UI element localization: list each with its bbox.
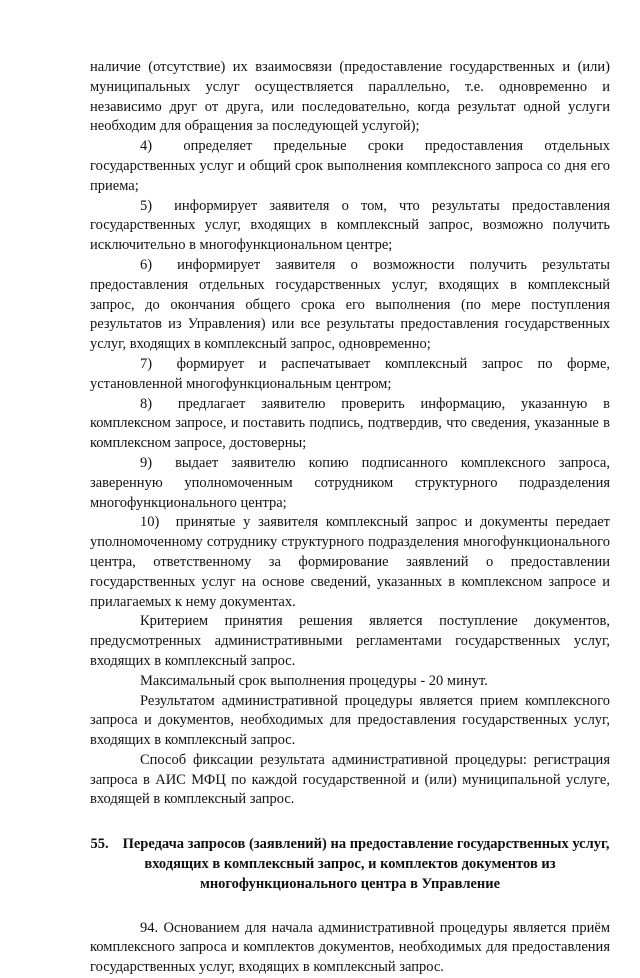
list-item-8: 8) предлагает заявителю проверить информацию, указанную в комплексном запросе, и поставить подпись, подтвердив, что сведения, указанные в комплексном запросе, достоверны; — [90, 395, 610, 452]
list-item-number: 7) — [140, 355, 153, 372]
section-heading-text: Передача запросов (заявлений) на предоставление государственных услуг, входящих в комплексный запрос, и комплектов документов из многофункционального центра в Управление — [122, 836, 610, 892]
list-item-7: 7) формирует и распечатывает комплексный запрос по форме, установленной многофункциональным центром; — [90, 355, 610, 392]
section-heading-number: 55. — [90, 836, 109, 853]
list-item-number: 10) — [140, 514, 160, 531]
list-item-number: 8) — [140, 395, 153, 412]
paragraph-fixation: Способ фиксации результата административной процедуры: регистрация запроса в АИС МФЦ по каждой государственной и (или) муниципальной услуге, входящей в комплексный запрос. — [90, 751, 610, 808]
list-item-number: 9) — [140, 454, 153, 471]
list-item-5: 5) информирует заявителя о том, что результаты предоставления государственных услуг, входящих в комплексный запрос, возможно получить исключительно в многофункциональном центре; — [90, 197, 611, 254]
section-heading — [90, 835, 610, 894]
list-item-10: 10) принятые у заявителя комплексный запрос и документы передает уполномоченному сотруднику структурного подразделения многофункционального центра, ответственному за формирование заявлений о предоставлении государственных услуг на основе сведений, указанных в комплексном запросе и прилагаемых к нему документах. — [90, 514, 610, 610]
list-item-6: 6) информирует заявителя о возможности получить результаты предоставления отдельных государственных услуг, входящих в комплексный запрос, до окончания общего срока его выполнения (по мере поступления результатов из Управления) или все результаты предоставления государственных услуг, входящих в комплексный запрос, одновременно; — [90, 256, 610, 353]
paragraph-criterion: Критерием принятия решения является поступление документов, предусмотренных административными регламентами государственных услуг, входящих в комплексный запрос. — [90, 613, 610, 669]
paragraph-94: 94. Основанием для начала административной процедуры является приём комплексного запроса и комплектов документов, необходимых для предоставления государственных услуг, входящих в комплексный запрос. — [90, 919, 610, 976]
list-item-9: 9) выдает заявителю копию подписанного комплексного запроса, заверенную уполномоченным сотрудником структурного подразделения многофункционального центра; — [90, 454, 610, 511]
list-item-number: 4) — [140, 138, 153, 155]
list-item-4: 4) определяет предельные сроки предоставления отдельных государственных услуг и общий срок выполнения комплексного запроса со дня его приема; — [90, 138, 610, 194]
list-item-number: 5) — [140, 197, 153, 214]
paragraph-continuation: наличие (отсутствие) их взаимосвязи (предоставление государственных и (или) муниципальных услуг осуществляется параллельно, т.е. одновременно и независимо друг от друга, или последовательно, когда результат одной услуги необходим для обращения за последующей услугой); — [90, 59, 610, 135]
paragraph-number: 94. — [140, 919, 159, 936]
paragraph-max-time: Максимальный срок выполнения процедуры - 20 минут. — [140, 672, 488, 689]
paragraph-result: Результатом административной процедуры является прием комплексного запроса и документов, необходимых для предоставления государственных услуг, входящих в комплексный запрос. — [90, 692, 610, 749]
list-item-number: 6) — [140, 256, 153, 273]
